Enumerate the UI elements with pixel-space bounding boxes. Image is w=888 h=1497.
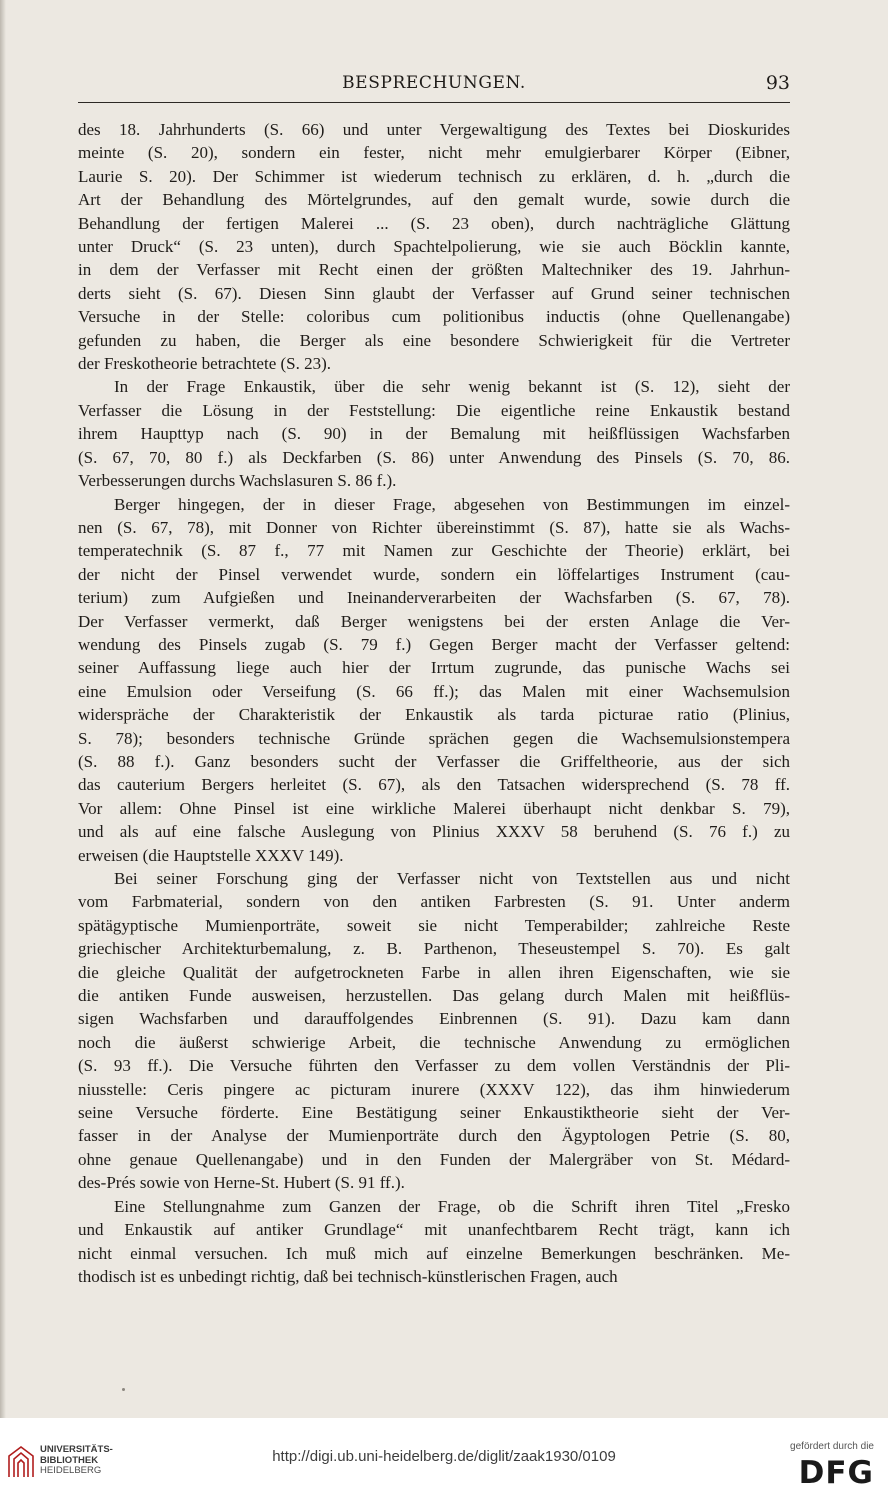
text-line: fasser in der Analyse der Mumienporträte durch den Ägyptologen Petrie (S. 80,	[78, 1126, 790, 1146]
page-number: 93	[765, 72, 790, 94]
text-line: Berger hingegen, der in dieser Frage, abgesehen von Bestimmungen im einzel-	[114, 494, 790, 514]
text-line: (S. 88 f.). Ganz besonders sucht der Verfasser die Griffeltheorie, aus der sich	[78, 751, 790, 771]
text-line: Bei seiner Forschung ging der Verfasser nicht von Textstellen aus und nicht	[114, 869, 790, 888]
text-line: Der Verfasser vermerkt, daß Berger wenigstens bei der ersten Anlage die Ver-	[78, 611, 790, 631]
text-line: Art der Behandlung des Mörtelgrundes, auf den gemalt wurde, sowie durch die	[78, 190, 790, 210]
text-line: die gleiche Qualität der aufgetrockneten Farbe in allen ihren Eigenschaften, wie sie	[78, 962, 790, 982]
scan-edge-shadow	[0, 0, 6, 1497]
funding-note: gefördert durch die	[790, 1441, 874, 1452]
library-line-2: BIBLIOTHEK	[40, 1454, 99, 1466]
text-line: in dem der Verfasser mit Recht einen der größten Maltechniker des 19. Jahrhun-	[78, 260, 790, 280]
page-header	[78, 70, 790, 102]
text-line: Eine Stellungnahme zum Ganzen der Frage, ob die Schrift ihren Titel „Fresko	[114, 1196, 790, 1216]
header-rule	[78, 102, 790, 103]
library-line-1: UNIVERSITÄTS-	[40, 1444, 113, 1455]
text-line: unter Druck“ (S. 23 unten), durch Spachtelpolierung, wie sie auch Böcklin kannte,	[78, 237, 790, 257]
text-line: eine Emulsion oder Verseifung (S. 66 ff.); das Malen mit einer Wachsemulsion	[78, 681, 790, 701]
text-line: Behandlung der fertigen Malerei ... (S. 23 oben), durch nachträgliche Glättung	[78, 213, 790, 233]
text-line: ohne genaue Quellenangabe) und in den Funden der Malergräber von St. Médard-	[78, 1149, 790, 1169]
text-line: und als auf eine falsche Auslegung von Plinius XXXV 58 beruhend (S. 76 f.) zu	[78, 822, 790, 842]
text-line: seiner Auffassung liege auch hier der Irrtum zugrunde, das punische Wachs sei	[78, 658, 790, 678]
running-head: BESPRECHUNGEN.	[342, 73, 526, 93]
text-line: S. 78); besonders technische Gründe sprächen gegen die Wachsemulsionstempera	[78, 728, 790, 748]
text-line: Verbesserungen durchs Wachslasuren S. 86 f.).	[78, 471, 397, 491]
text-line: das cauterium Bergers herleitet (S. 67), als den Tatsachen widersprechend (S. 78 ff.	[78, 775, 790, 795]
text-line: nen (S. 67, 78), mit Donner von Richter übereinstimmt (S. 87), hatte sie als Wachs-	[78, 517, 790, 537]
library-line-3: HEIDELBERG	[40, 1465, 102, 1476]
text-line: (S. 93 ff.). Die Versuche führten den Verfasser zu dem vollen Verständnis der Pli-	[78, 1056, 790, 1076]
body-text	[78, 118, 790, 1288]
dfg-logo[interactable]: DFG	[798, 1455, 874, 1491]
text-line: des 18. Jahrhunderts (S. 66) und unter Vergewaltigung des Textes bei Dioskurides	[78, 120, 790, 139]
text-line: derts sieht (S. 67). Diesen Sinn glaubt der Verfasser auf Grund seiner technischen	[78, 283, 790, 303]
text-line: vom Farbmaterial, sondern von den antiken Farbresten (S. 91. Unter anderm	[78, 892, 790, 912]
text-line: ihrem Haupttyp nach (S. 90) in der Bemalung mit heißflüssigen Wachsfarben	[78, 424, 790, 444]
text-line: und Enkaustik auf antiker Grundlage“ mit unanfechtbarem Recht trägt, kann ich	[78, 1220, 790, 1240]
text-line: der nicht der Pinsel verwendet wurde, sondern ein löffelartiges Instrument (cau-	[78, 564, 790, 584]
text-line: widerspräche der Charakteristik der Enkaustik als tarda picturae ratio (Plinius,	[78, 705, 790, 725]
text-line: wendung des Pinsels zugab (S. 79 f.) Gegen Berger macht der Verfasser geltend:	[78, 634, 790, 654]
text-line: temperatechnik (S. 87 f., 77 mit Namen zur Geschichte der Theorie) erklärt, bei	[78, 541, 790, 561]
permalink-url[interactable]: http://digi.ub.uni-heidelberg.de/diglit/zaak1930/0109	[272, 1448, 616, 1465]
text-line: des-Prés sowie von Herne-St. Hubert (S. 91 ff.).	[78, 1173, 405, 1193]
text-line: sigen Wachsfarben und darauffolgendes Einbrennen (S. 91). Dazu kam dann	[78, 1009, 790, 1029]
text-line: spätägyptische Mumienporträte, soweit sie nicht Temperabilder; zahlreiche Reste	[78, 915, 790, 935]
scan-speck	[122, 1388, 125, 1391]
text-line: terium) zum Aufgießen und Ineinanderverarbeiten der Wachsfarben (S. 67, 78).	[78, 588, 790, 608]
text-line: nicht einmal versuchen. Ich muß mich auf einzelne Bemerkungen beschränken. Me-	[78, 1243, 790, 1263]
text-line: Laurie S. 20). Der Schimmer ist wiederum technisch zu erklären, d. h. „durch die	[78, 166, 790, 186]
text-line: seine Versuche förderte. Eine Bestätigung seiner Enkaustiktheorie sieht der Ver-	[78, 1103, 790, 1123]
text-line: gefunden zu haben, die Berger als eine besondere Schwierigkeit für die Vertreter	[78, 330, 790, 350]
text-line: niusstelle: Ceris pingere ac picturam inurere (XXXV 122), das ihm hinwiederum	[78, 1079, 790, 1099]
text-line: Vor allem: Ohne Pinsel ist eine wirkliche Malerei überhaupt nicht denkbar S. 79),	[78, 798, 790, 818]
text-line: (S. 67, 70, 80 f.) als Deckfarben (S. 86) unter Anwendung des Pinsels (S. 70, 86.	[78, 447, 790, 467]
text-line: Versuche in der Stelle: coloribus cum politionibus inductis (ohne Quellenangabe)	[78, 307, 790, 327]
text-line: Verfasser die Lösung in der Feststellung: Die eigentliche reine Enkaustik bestand	[78, 400, 790, 420]
text-line: griechischer Architekturbemalung, z. B. Parthenon, Theseustempel S. 70). Es galt	[78, 939, 790, 959]
text-line: der Freskotheorie betrachtete (S. 23).	[78, 354, 332, 374]
text-line: die antiken Funde ausweisen, herzustellen. Das gelang durch Malen mit heißflüs-	[78, 986, 790, 1006]
text-line: noch die äußerst schwierige Arbeit, die technische Anwendung zu ermöglichen	[78, 1032, 790, 1052]
viewer-footer	[0, 1418, 888, 1497]
text-line: In der Frage Enkaustik, über die sehr wenig bekannt ist (S. 12), sieht der	[114, 377, 790, 397]
text-line: meinte (S. 20), sondern ein fester, nicht mehr emulgierbarer Körper (Eibner,	[78, 143, 790, 163]
text-line: erweisen (die Hauptstelle XXXV 149).	[78, 845, 344, 865]
text-line: thodisch ist es unbedingt richtig, daß bei technisch-künstlerischen Fragen, auch	[78, 1266, 618, 1286]
